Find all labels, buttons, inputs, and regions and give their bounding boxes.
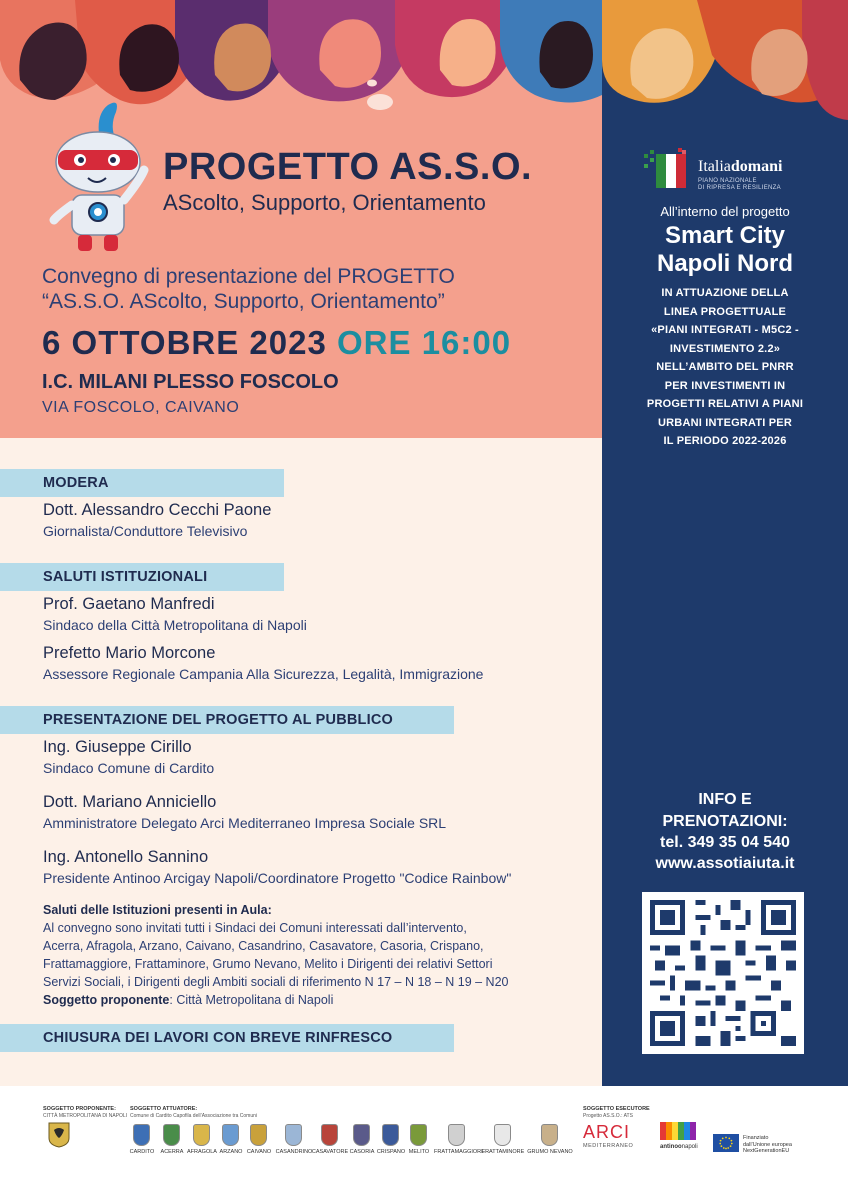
- footer-proponente-label: SOGGETTO PROPONENTE:: [43, 1106, 116, 1112]
- comune-crest-icon: [448, 1124, 465, 1146]
- section-heading: PRESENTAZIONE DEL PROGETTO AL PUBBLICO: [43, 712, 393, 728]
- project-name-line-1: Smart City: [664, 222, 786, 249]
- comune-name: ACERRA: [160, 1149, 184, 1155]
- date-text: 6 OTTOBRE 2023: [42, 324, 327, 361]
- section-bar-modera: [0, 469, 284, 497]
- convegno-line-1: Convegno di presentazione del PROGETTO: [42, 265, 455, 288]
- event-title: PROGETTO AS.S.O.: [163, 146, 533, 188]
- footer-attuatore-label: SOGGETTO ATTUATORE:: [130, 1106, 198, 1112]
- website-link[interactable]: www.assotiaiuta.it: [655, 855, 795, 872]
- footer-logos: [0, 1086, 848, 1196]
- footer-proponente-value: CITTÀ METROPOLITANA DI NAPOLI: [43, 1113, 128, 1119]
- desc-line: IN ATTUAZIONE DELLA: [661, 287, 789, 299]
- proponente-value: : Città Metropolitana di Napoli: [169, 993, 334, 1007]
- speaker-name: Dott. Alessandro Cecchi Paone: [43, 501, 272, 519]
- comune-name: AFRAGOLA: [187, 1149, 217, 1155]
- logo-name-bold: domani: [730, 158, 783, 175]
- comune-crest-icon: [133, 1124, 150, 1146]
- project-intro: All’interno del progetto: [660, 204, 790, 219]
- comune-name: CASANDRINO: [275, 1149, 313, 1155]
- comune-crest-icon: [163, 1124, 180, 1146]
- comune-name: FRATTAMINORE: [481, 1149, 525, 1155]
- eu-flag-icon: [713, 1134, 739, 1152]
- project-name: [602, 222, 848, 278]
- speech-bubbles-illustration-right: [602, 0, 848, 130]
- footer-esecutore-value: Progetto AS.S.O.: ATS: [583, 1113, 633, 1119]
- info-heading: [602, 789, 848, 833]
- phone-number[interactable]: tel. 349 35 04 540: [660, 834, 790, 851]
- comune-crest-icon: [321, 1124, 338, 1146]
- venue-address: VIA FOSCOLO, CAIVANO: [42, 399, 240, 416]
- logo-name-regular: Italia: [698, 158, 731, 175]
- eu-line-3: NextGenerationEU: [743, 1148, 790, 1154]
- proponente-label: Soggetto proponente: [43, 993, 170, 1007]
- logo-sub-line-1: PIANO NAZIONALE: [698, 178, 757, 184]
- arci-logo-text: ARCI: [583, 1122, 631, 1142]
- comune-name: MELITO: [408, 1149, 430, 1155]
- venue-name: I.C. MILANI PLESSO FOSCOLO: [42, 371, 339, 393]
- footer-esecutore-label: SOGGETTO ESECUTORE: [583, 1106, 650, 1112]
- desc-line: LINEA PROGETTUALE: [663, 305, 787, 318]
- section-heading: CHIUSURA DEI LAVORI CON BREVE RINFRESCO: [43, 1030, 393, 1046]
- comune-name: CASAVATORE: [311, 1149, 349, 1155]
- comune-crest-icon: [250, 1124, 267, 1146]
- comune-crest-icon: [382, 1124, 399, 1146]
- rainbow-flag-icon: [660, 1122, 696, 1140]
- event-subtitle: AScolto, Supporto, Orientamento: [163, 190, 486, 215]
- italia-domani-logo: [642, 148, 822, 192]
- speaker-name: Ing. Antonello Sannino: [43, 848, 209, 866]
- speaker-name: Prof. Gaetano Manfredi: [43, 595, 215, 613]
- comune-name: CRISPANO: [376, 1149, 406, 1155]
- speaker-role: Assessore Regionale Campania Alla Sicurezza, Legalità, Immigrazione: [43, 666, 484, 682]
- desc-line: PROGETTI RELATIVI A PIANI: [646, 398, 804, 410]
- speaker-name: Ing. Giuseppe Cirillo: [43, 738, 192, 756]
- saluti-title: Saluti delle Istituzioni presenti in Aula:: [43, 903, 272, 917]
- comune-name: ARZANO: [219, 1149, 243, 1155]
- header-banner: [0, 0, 602, 438]
- eu-line-2: dall’Unione europea: [743, 1141, 792, 1148]
- footer-attuatore-value: Comune di Cardito Capofila dell’Associazione tra Comuni: [130, 1113, 258, 1119]
- comune-crest-icon: [222, 1124, 239, 1146]
- desc-line: NELL’AMBITO DEL PNRR: [656, 361, 794, 373]
- italia-domani-subtitle: [698, 178, 781, 192]
- speaker-role: Amministratore Delegato Arci Mediterraneo Impresa Sociale SRL: [43, 815, 447, 831]
- comune-name: CAIVANO: [246, 1149, 272, 1155]
- saluti-line: Al convegno sono invitati tutti i Sindaci dei Comuni interessati dall’intervento,: [43, 921, 467, 935]
- italia-domani-name: [698, 158, 782, 176]
- hour-text: ORE 16:00: [337, 324, 512, 361]
- section-heading: SALUTI ISTITUZIONALI: [43, 569, 208, 585]
- saluti-line: Frattamaggiore, Frattaminore, Grumo Nevano, Melito i Dirigenti dei relativi Settori: [43, 957, 493, 971]
- desc-line: INVESTIMENTO 2.2»: [669, 342, 781, 355]
- proponente-line: [43, 991, 593, 1009]
- event-date: [42, 324, 511, 362]
- comune-crest-icon: [494, 1124, 511, 1146]
- antinoo-text-2: napoli: [681, 1144, 698, 1150]
- eu-line-1: Finanziato: [743, 1135, 769, 1141]
- comune-crest-icon: [193, 1124, 210, 1146]
- section-bar-chiusura: [0, 1024, 454, 1052]
- speaker-role: Presidente Antinoo Arcigay Napoli/Coordinatore Progetto "Codice Rainbow": [43, 870, 512, 886]
- saluti-line: Acerra, Afragola, Arzano, Caivano, Casandrino, Casavatore, Casoria, Crispano,: [43, 939, 484, 953]
- speaker-role: Sindaco della Città Metropolitana di Napoli: [43, 617, 307, 633]
- qr-code[interactable]: [642, 892, 804, 1054]
- convegno-line-2: “AS.S.O. AScolto, Supporto, Orientamento”: [42, 290, 445, 313]
- desc-line: URBANI INTEGRATI PER: [658, 416, 792, 429]
- project-description: [602, 284, 848, 451]
- logo-sub-line-2: DI RIPRESA E RESILIENZA: [698, 185, 781, 191]
- antinoo-logo-text: [660, 1144, 700, 1150]
- saluti-line: Servizi Sociali, i Dirigenti degli Ambiti sociali di riferimento N 17 – N 18 – N 19 – N20: [43, 975, 509, 989]
- comune-crest-icon: [353, 1124, 370, 1146]
- citta-metropolitana-crest-icon: [48, 1122, 70, 1148]
- arci-logo: [583, 1122, 653, 1152]
- speaker-role: Giornalista/Conduttore Televisivo: [43, 523, 248, 539]
- info-line-1: INFO E: [698, 791, 752, 808]
- section-bar-presentazione: [0, 706, 454, 734]
- antinoo-logo: [660, 1122, 700, 1156]
- comune-name: GRUMO NEVANO: [527, 1149, 573, 1155]
- desc-line: «PIANI INTEGRATI - M5C2 -: [651, 324, 799, 336]
- comune-crest-icon: [541, 1124, 558, 1146]
- comune-name: CARDITO: [129, 1149, 155, 1155]
- italy-flag-icon: [642, 148, 688, 192]
- eu-funding-text: [743, 1135, 792, 1155]
- desc-line: IL PERIODO 2022-2026: [663, 435, 787, 447]
- desc-line: PER INVESTIMENTI IN: [664, 379, 786, 392]
- section-heading: MODERA: [43, 475, 109, 491]
- speaker-name: Prefetto Mario Morcone: [43, 644, 216, 662]
- comune-crest-icon: [410, 1124, 427, 1146]
- qr-code-icon: [650, 900, 796, 1046]
- comune-name: CASORIA: [349, 1149, 375, 1155]
- info-line-2: PRENOTAZIONI:: [662, 813, 788, 830]
- speaker-name: Dott. Mariano Anniciello: [43, 793, 217, 811]
- project-name-line-2: Napoli Nord: [657, 250, 793, 277]
- comune-name: FRATTAMAGGIORE: [434, 1149, 485, 1155]
- antinoo-text: antinoo: [660, 1144, 682, 1150]
- saluti-block: [43, 901, 593, 1009]
- comune-crest-icon: [285, 1124, 302, 1146]
- speaker-role: Sindaco Comune di Cardito: [43, 760, 215, 776]
- mascot-robot-illustration: [40, 100, 155, 255]
- arci-logo-subtext: MEDITERRANEO: [583, 1143, 634, 1149]
- section-bar-saluti: [0, 563, 284, 591]
